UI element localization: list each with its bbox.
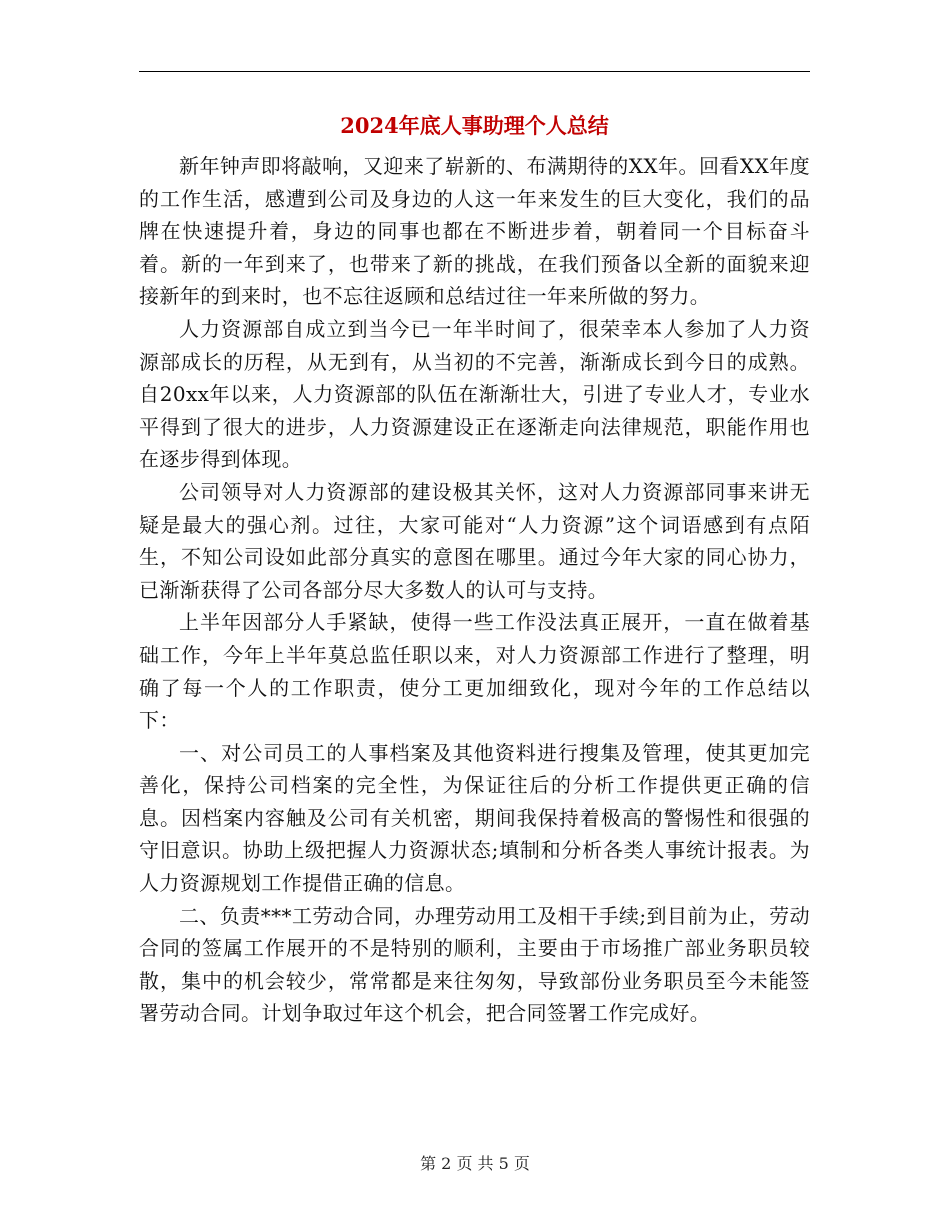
paragraph-2: 人力资源部自成立到当今已一年半时间了，很荣幸本人参加了人力资源部成长的历程，从无到有，从当初的不完善，渐渐成长到今日的成熟。自20xx年以来，人力资源部的队伍在渐渐壮大，引进了专业人才，专业水平得到了很大的进步，人力资源建设正在逐渐走向法律规范，职能作用也在逐步得到体现。 xyxy=(139,316,810,472)
paragraph-5: 一、对公司员工的人事档案及其他资料进行搜集及管理，使其更加完善化，保持公司档案的完全性，为保证往后的分析工作提供更正确的信息。因档案内容触及公司有关机密，期间我保持着极高的警惕性和很强的守旧意识。协助上级把握人力资源状态;填制和分析各类人事统计报表。为人力资源规划工作提借正确的信息。 xyxy=(139,740,810,896)
paragraph-1: 新年钟声即将敲响，又迎来了崭新的、布满期待的XX年。回看XX年度的工作生活，感遭到公司及身边的人这一年来发生的巨大变化，我们的品牌在快速提升着，身边的同事也都在不断进步着，朝着同一个目标奋斗着。新的一年到来了，也带来了新的挑战，在我们预备以全新的面貌来迎接新年的到来时，也不忘往返顾和总结过往一年来所做的努力。 xyxy=(139,154,810,309)
paragraph-6: 二、负责***工劳动合同，办理劳动用工及相干手续;到目前为止，劳动合同的签属工作展开的不是特别的顺利，主要由于市场推广部业务职员较散，集中的机会较少，常常都是来往匆匆，导致部份业务职员至今未能签署劳动合同。计划争取过年这个机会，把合同签署工作完成好。 xyxy=(139,903,810,1026)
document-body xyxy=(139,150,810,1030)
document-title: 2024年底人事助理个人总结 xyxy=(340,113,609,138)
paragraph-4: 上半年因部分人手紧缺，使得一些工作没法真正展开，一直在做着基础工作，今年上半年莫总监任职以来，对人力资源部工作进行了整理，明确了每一个人的工作职责，使分工更加细致化，现对今年的工作总结以下： xyxy=(139,610,810,733)
paragraph-3: 公司领导对人力资源部的建设极其关怀，这对人力资源部同事来讲无疑是最大的强心剂。过往，大家可能对“人力资源”这个词语感到有点陌生，不知公司设如此部分真实的意图在哪里。通过今年大家的同心协力，已渐渐获得了公司各部分尽大多数人的认可与支持。 xyxy=(139,479,810,602)
page-number: 第 2 页 共 5 页 xyxy=(420,1154,530,1173)
header-rule xyxy=(139,71,810,72)
